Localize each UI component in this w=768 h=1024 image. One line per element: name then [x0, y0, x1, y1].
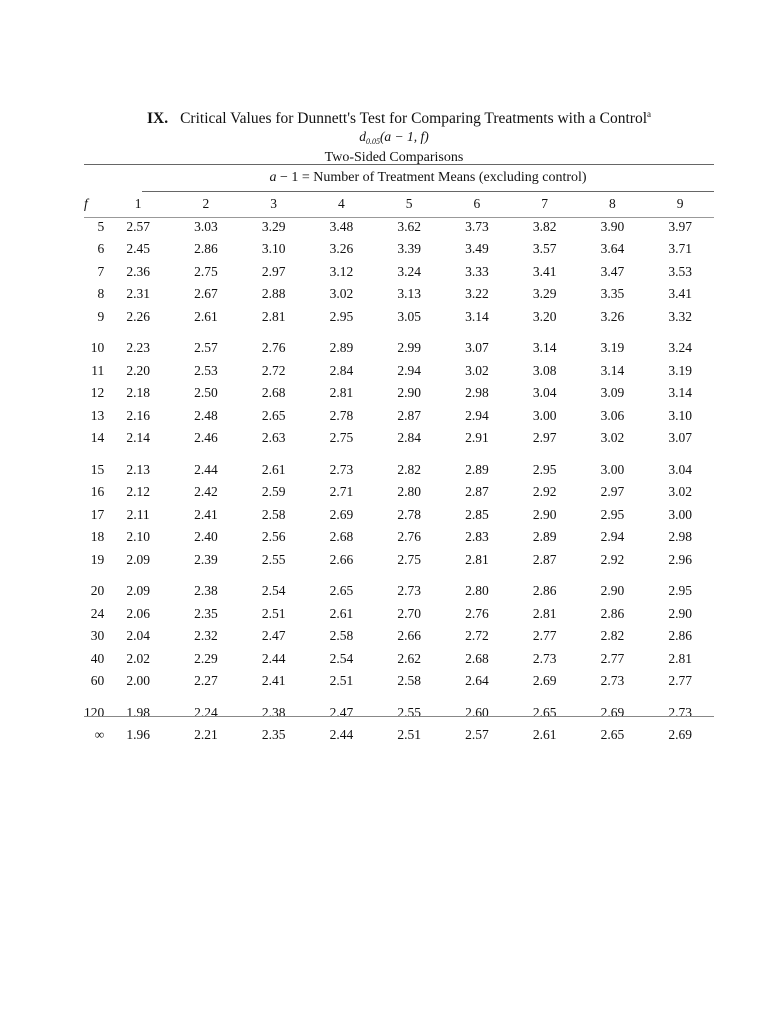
group-spacer: [84, 693, 714, 702]
table-cell: 3.57: [532, 241, 557, 256]
table-cell: 2.67: [194, 286, 218, 301]
table-cell: 2.32: [194, 628, 218, 643]
table-row: [84, 625, 714, 648]
table-cell: 2.47: [261, 628, 286, 643]
table-cell: 2.88: [261, 286, 286, 301]
table-cell: 2.18: [126, 385, 150, 400]
column-header: 1: [134, 196, 142, 211]
table-cell: 2.00: [126, 673, 150, 688]
table-cell: 3.41: [532, 263, 557, 279]
spanner-text: − 1 = Number of Treatment Means (excluding control): [276, 170, 587, 185]
row-label-f: 6: [97, 241, 105, 256]
table-cell: 2.69: [668, 727, 692, 742]
table-row: [84, 481, 714, 504]
table-cell: 3.02: [465, 362, 489, 378]
table-row: [84, 306, 714, 329]
table-cell: 2.77: [600, 650, 625, 666]
table-cell: 2.98: [668, 529, 692, 544]
table-row: [84, 526, 714, 549]
table-cell: 2.12: [126, 484, 150, 499]
table-cell: 2.63: [261, 430, 286, 445]
table-cell: 3.05: [397, 308, 421, 324]
table-cell: 2.54: [261, 583, 286, 598]
table-cell: 3.02: [329, 286, 354, 301]
table-cell: 3.33: [465, 263, 489, 279]
table-cell: 2.51: [261, 605, 286, 621]
row-label-f: 12: [90, 385, 105, 400]
table-cell: 2.72: [261, 362, 286, 378]
table-cell: 2.80: [397, 484, 421, 499]
table-cell: 3.62: [397, 218, 421, 234]
table-cell: 2.90: [600, 583, 625, 598]
table-cell: 2.80: [465, 583, 489, 598]
table-cell: 2.60: [465, 704, 489, 720]
table-cell: 2.23: [126, 340, 150, 355]
column-header: 7: [541, 196, 548, 211]
table-cell: 3.00: [600, 461, 625, 477]
table-cell: 2.96: [668, 551, 692, 567]
table-cell: 3.26: [600, 308, 625, 324]
table-cell: 2.51: [397, 727, 421, 742]
table-cell: 2.89: [329, 340, 354, 355]
table-cell: 2.57: [194, 340, 218, 355]
table-cell: 3.14: [532, 340, 557, 355]
table-cell: 2.13: [126, 461, 150, 477]
table-cell: 2.76: [261, 340, 286, 355]
spanner-variable: a: [269, 170, 277, 185]
table-cell: 2.77: [532, 628, 557, 643]
table-cell: 3.02: [600, 430, 625, 445]
row-label-f: 7: [97, 263, 105, 279]
table-cell: 2.59: [261, 484, 286, 499]
row-label-f: 18: [90, 529, 105, 544]
row-label-f: 14: [90, 430, 105, 445]
table-row: [84, 337, 714, 360]
table-cell: 3.14: [668, 385, 692, 400]
table-cell: 3.39: [397, 241, 421, 256]
column-header: 2: [202, 196, 210, 211]
table-cell: 2.65: [532, 704, 557, 720]
table-cell: 2.38: [194, 583, 218, 598]
table-cell: 2.58: [261, 506, 286, 522]
table-cell: 3.19: [600, 340, 625, 355]
table-cell: 3.14: [465, 308, 489, 324]
table-row: [84, 724, 714, 747]
table-cell: 2.35: [261, 727, 286, 742]
table-cell: 2.92: [600, 551, 625, 567]
table-cell: 2.46: [194, 430, 218, 445]
table-cell: 2.70: [397, 605, 421, 621]
table-row: [84, 360, 714, 383]
table-cell: 2.69: [532, 673, 557, 688]
table-cell: 3.13: [397, 286, 421, 301]
table-cell: 2.48: [194, 407, 218, 423]
row-header-f: f: [84, 196, 88, 211]
table-cell: 2.69: [329, 506, 354, 522]
row-label-f: 120: [84, 704, 105, 720]
table-cell: 2.90: [532, 506, 557, 522]
table-cell: 2.57: [465, 727, 489, 742]
table-cell: 2.84: [329, 362, 354, 378]
table-title: [30, 104, 768, 129]
table-cell: 2.55: [261, 551, 286, 567]
table-cell: 2.68: [261, 385, 286, 400]
table-cell: 2.76: [397, 529, 421, 544]
table-cell: 3.41: [668, 286, 692, 301]
table-cell: 3.10: [261, 241, 286, 256]
table-cell: 2.87: [465, 484, 489, 499]
spanner-rule: [142, 191, 714, 192]
table-cell: 3.26: [329, 241, 354, 256]
formula-arguments: (a − 1, f): [379, 129, 429, 145]
table-cell: 1.98: [126, 704, 150, 720]
spacer-cell: [84, 450, 714, 459]
row-label-f: 40: [90, 650, 105, 666]
table-cell: 2.99: [397, 340, 421, 355]
column-header: 5: [405, 196, 413, 211]
table-cell: 2.85: [465, 506, 489, 522]
table-cell: 2.21: [194, 727, 218, 742]
table-cell: 2.86: [532, 583, 557, 598]
table-cell: 2.94: [600, 529, 625, 544]
formula-subscript: 0.05: [365, 137, 380, 147]
table-cell: 3.22: [465, 286, 489, 301]
table-cell: 3.14: [600, 362, 625, 378]
table-cell: 2.95: [532, 461, 557, 477]
table-cell: 2.95: [668, 583, 692, 598]
table-cell: 2.61: [194, 308, 218, 324]
formula-symbol: d: [359, 129, 366, 145]
table-row: [84, 603, 714, 626]
table-cell: 2.92: [532, 484, 557, 499]
table-cell: 2.61: [261, 461, 286, 477]
table-cell: 2.29: [194, 650, 218, 666]
table-cell: 2.86: [600, 605, 625, 621]
table-cell: 2.87: [397, 407, 421, 423]
table-cell: 2.56: [261, 529, 286, 544]
table-formula: [20, 129, 768, 149]
table-cell: 2.26: [126, 308, 150, 324]
table-cell: 3.29: [532, 286, 557, 301]
table-cell: 2.58: [329, 628, 354, 643]
table-cell: 2.51: [329, 673, 354, 688]
table-cell: 2.75: [329, 430, 354, 445]
row-label-f: 20: [90, 583, 105, 598]
table-cell: 2.61: [329, 605, 354, 621]
table-cell: 3.07: [668, 430, 692, 445]
table-cell: 2.83: [465, 529, 489, 544]
table-cell: 2.02: [126, 650, 150, 666]
footnote-marker: a: [647, 109, 652, 119]
table-cell: 2.44: [194, 461, 218, 477]
spacer-cell: [84, 693, 714, 702]
table-cell: 2.81: [532, 605, 557, 621]
table-cell: 3.24: [668, 340, 692, 355]
table-cell: 2.81: [261, 308, 286, 324]
table-cell: 2.78: [329, 407, 354, 423]
table-cell: 2.89: [532, 529, 557, 544]
table-row: [84, 238, 714, 261]
row-label-f: 30: [90, 628, 105, 643]
table-row: [84, 580, 714, 603]
table-cell: 2.82: [600, 628, 625, 643]
row-label-f: 9: [97, 308, 105, 324]
table-cell: 2.75: [397, 551, 421, 567]
table-cell: 2.75: [194, 263, 218, 279]
table-cell: 2.31: [126, 286, 150, 301]
table-cell: 3.08: [532, 362, 557, 378]
row-label-f: 60: [90, 673, 105, 688]
row-label-f: 5: [97, 218, 105, 234]
table-cell: 2.73: [600, 673, 625, 688]
table-cell: 2.81: [668, 650, 692, 666]
table-number: IX.: [146, 110, 169, 128]
group-spacer: [84, 328, 714, 337]
table-cell: 2.73: [532, 650, 557, 666]
table-cell: 3.71: [668, 241, 692, 256]
table-cell: 2.90: [397, 385, 421, 400]
table-cell: 2.97: [261, 263, 286, 279]
table-cell: 2.65: [261, 407, 286, 423]
table-cell: 2.65: [329, 583, 354, 598]
table-cell: 2.58: [397, 673, 421, 688]
table-cell: 2.14: [126, 430, 150, 445]
table-cell: 3.02: [668, 484, 692, 499]
table-cell: 2.06: [126, 605, 150, 621]
spacer-cell: [84, 328, 714, 337]
row-label-f: 11: [91, 362, 105, 378]
table-cell: 2.94: [465, 407, 489, 423]
column-header: 6: [473, 196, 481, 211]
table-cell: 2.68: [465, 650, 489, 666]
group-spacer: [84, 450, 714, 459]
column-header: 8: [609, 196, 616, 211]
critical-values-table: [84, 193, 714, 747]
table-row: [84, 405, 714, 428]
table-cell: 2.10: [126, 529, 150, 544]
table-cell: 2.73: [668, 704, 692, 720]
row-label-f: 24: [90, 605, 105, 621]
bottom-rule: [84, 716, 714, 717]
table-row: [84, 702, 714, 725]
table-cell: 2.69: [600, 704, 625, 720]
table-cell: 2.09: [126, 583, 150, 598]
table-cell: 3.47: [600, 263, 625, 279]
table-cell: 3.73: [465, 218, 489, 234]
table-cell: 2.73: [397, 583, 421, 598]
row-label-f: 10: [90, 340, 105, 355]
table-cell: 2.81: [465, 551, 489, 567]
table-cell: 2.98: [465, 385, 489, 400]
table-row: [84, 427, 714, 450]
table-cell: 2.78: [397, 506, 421, 522]
table-cell: 2.62: [397, 650, 421, 666]
table-cell: 3.48: [329, 218, 354, 234]
table-cell: 3.82: [532, 218, 557, 234]
column-spanner-heading: [142, 170, 714, 186]
table-cell: 2.16: [126, 407, 150, 423]
table-cell: 2.68: [329, 529, 354, 544]
table-cell: 3.97: [668, 218, 692, 234]
table-row: [84, 382, 714, 405]
table-cell: 2.36: [126, 263, 150, 279]
row-label-f: 8: [97, 286, 105, 301]
table-cell: 2.86: [668, 628, 692, 643]
table-cell: 2.44: [329, 727, 354, 742]
table-cell: 2.82: [397, 461, 421, 477]
table-cell: 3.04: [668, 461, 692, 477]
table-cell: 2.64: [465, 673, 489, 688]
table-row: [84, 459, 714, 482]
table-cell: 2.04: [126, 628, 150, 643]
table-cell: 2.44: [261, 650, 286, 666]
table-cell: 2.76: [465, 605, 489, 621]
table-cell: 3.90: [600, 218, 625, 234]
table-cell: 2.24: [194, 704, 218, 720]
table-cell: 2.89: [465, 461, 489, 477]
table-subtitle: Two-Sided Comparisons: [324, 150, 464, 166]
row-label-f: 13: [90, 407, 105, 423]
table-cell: 2.66: [329, 551, 354, 567]
table-cell: 2.54: [329, 650, 354, 666]
table-cell: 2.73: [329, 461, 354, 477]
table-cell: 2.42: [194, 484, 218, 499]
table-cell: 2.95: [600, 506, 625, 522]
row-label-f: ∞: [94, 727, 105, 742]
table-row: [84, 216, 714, 239]
table-cell: 2.35: [194, 605, 218, 621]
column-header-row: [84, 193, 714, 216]
table-cell: 2.94: [397, 362, 421, 378]
table-cell: 2.81: [329, 385, 354, 400]
table-cell: 3.20: [532, 308, 557, 324]
table-cell: 2.84: [397, 430, 421, 445]
table-cell: 2.38: [261, 704, 286, 720]
table-cell: 2.40: [194, 529, 218, 544]
row-label-f: 15: [90, 461, 105, 477]
table-cell: 3.10: [668, 407, 692, 423]
column-header: 3: [270, 196, 277, 211]
table-cell: 2.90: [668, 605, 692, 621]
column-header: 9: [676, 196, 684, 211]
table-cell: 2.55: [397, 704, 421, 720]
table-cell: 2.47: [329, 704, 354, 720]
table-cell: 3.35: [600, 286, 625, 301]
table-cell: 3.32: [668, 308, 692, 324]
table-cell: 3.19: [668, 362, 692, 378]
column-header: 4: [338, 196, 345, 211]
table-cell: 3.04: [532, 385, 557, 400]
table-cell: 2.45: [126, 241, 150, 256]
table-cell: 2.97: [532, 430, 557, 445]
table-cell: 3.07: [465, 340, 489, 355]
table-cell: 2.20: [126, 362, 150, 378]
table-cell: 2.57: [126, 218, 150, 234]
row-label-f: 19: [90, 551, 105, 567]
table-cell: 2.41: [194, 506, 218, 522]
table-cell: 2.71: [329, 484, 354, 499]
row-label-f: 17: [90, 506, 105, 522]
table-cell: 2.53: [194, 362, 218, 378]
table-row: [84, 261, 714, 284]
top-rule: [84, 164, 714, 165]
table-cell: 2.50: [194, 385, 218, 400]
table-cell: 2.72: [465, 628, 489, 643]
table-cell: 2.41: [261, 673, 286, 688]
table-cell: 2.66: [397, 628, 421, 643]
table-cell: 3.29: [261, 218, 286, 234]
table-cell: 2.77: [668, 673, 692, 688]
table-cell: 3.49: [465, 241, 489, 256]
table-cell: 3.09: [600, 385, 625, 400]
table-cell: 2.91: [465, 430, 489, 445]
table-row: [84, 648, 714, 671]
table-cell: 2.11: [126, 506, 150, 522]
table-cell: 2.65: [600, 727, 625, 742]
table-cell: 2.87: [532, 551, 557, 567]
table-cell: 3.00: [532, 407, 557, 423]
table-cell: 2.27: [194, 673, 218, 688]
table-cell: 2.09: [126, 551, 150, 567]
table-cell: 3.03: [194, 218, 218, 234]
table-cell: 2.97: [600, 484, 625, 499]
table-row: [84, 283, 714, 306]
row-label-f: 16: [90, 484, 105, 499]
table-cell: 3.06: [600, 407, 625, 423]
spacer-cell: [84, 571, 714, 580]
table-row: [84, 549, 714, 572]
table-cell: 1.96: [126, 727, 150, 742]
table-cell: 3.00: [668, 506, 692, 522]
table-row: [84, 504, 714, 527]
table-cell: 2.39: [194, 551, 218, 567]
table-cell: 3.53: [668, 263, 692, 279]
table-cell: 3.64: [600, 241, 625, 256]
table-cell: 3.24: [397, 263, 421, 279]
table-cell: 2.95: [329, 308, 354, 324]
table-cell: 2.61: [532, 727, 557, 742]
table-cell: 2.86: [194, 241, 218, 256]
table-cell: 3.12: [329, 263, 354, 279]
group-spacer: [84, 571, 714, 580]
table-title-block: [0, 104, 768, 167]
table-body: [84, 216, 714, 747]
table-row: [84, 670, 714, 693]
header-rule: [84, 217, 714, 218]
table-title-text: Critical Values for Dunnett's Test for Comparing Treatments with a Control: [180, 110, 648, 128]
